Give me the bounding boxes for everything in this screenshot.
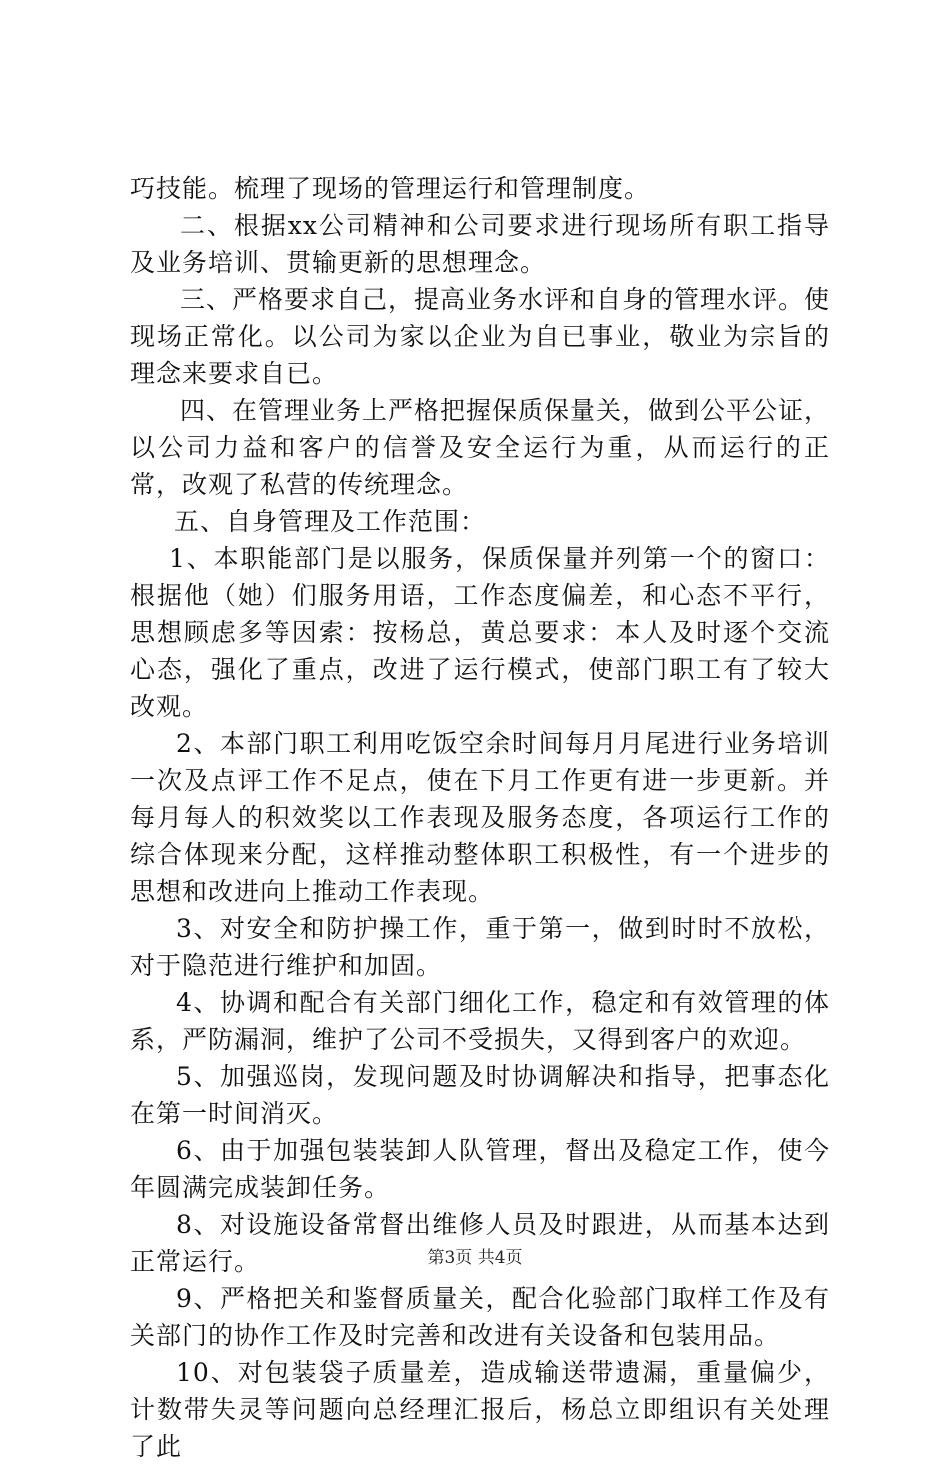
paragraph-sub-9: 9、严格把关和鉴督质量关，配合化验部门取样工作及有关部门的协作工作及时完善和改进有关设备和包装用品。 (130, 1284, 830, 1350)
document-body (130, 170, 830, 1465)
paragraph-item-4: 四、在管理业务上严格把握保质保量关，做到公平公证，以公司力益和客户的信誉及安全运行为重，从而运行的正常，改观了私营的传统理念。 (130, 396, 831, 499)
paragraph-sub-10: 10、对包装袋子质量差，造成输送带遗漏，重量偏少，计数带失灵等问题向总经理汇报后，杨总立即组识有关处理了此 (130, 1358, 830, 1461)
page-number-footer: 第3页 共4页 (427, 1248, 523, 1268)
paragraph-continuation: 巧技能。梳理了现场的管理运行和管理制度。 (130, 174, 651, 203)
paragraph-item-3: 三、严格要求自己，提高业务水评和自身的管理水评。使现场正常化。以公司为家以企业为自已事业，敬业为宗旨的理念来要求自已。 (130, 285, 831, 388)
paragraph-sub-5: 5、加强巡岗，发现问题及时协调解决和指导，把事态化在第一时间消灭。 (130, 1062, 830, 1128)
paragraph-sub-8: 8、对设施设备常督出维修人员及时跟进，从而基本达到正常运行。 (130, 1210, 830, 1276)
paragraph-sub-4: 4、协调和配合有关部门细化工作，稳定和有效管理的体系，严防漏洞，维护了公司不受损失，又得到客户的欢迎。 (130, 988, 830, 1054)
paragraph-sub-2: 2、本部门职工利用吃饭空余时间每月月尾进行业务培训一次及点评工作不足点，使在下月工作更有进一步更新。并每月每人的积效奖以工作表现及服务态度，各项运行工作的综合体现来分配，这样推动整体职工积极性，有一个进步的思想和改进向上推动工作表现。 (130, 729, 830, 906)
paragraph-sub-6: 6、由于加强包装装卸人队管理，督出及稳定工作，使今年圆满完成装卸任务。 (130, 1136, 830, 1202)
paragraph-sub-1: 1、本职能部门是以服务，保质保量并列第一个的窗口：根据他（她）们服务用语，工作态度偏差，和心态不平行，思想顾虑多等因索：按杨总，黄总要求：本人及时逐个交流心态，强化了重点，改进了运行模式，使部门职工有了较大改观。 (130, 544, 830, 721)
paragraph-item-5-heading: 五、自身管理及工作范围： (174, 507, 487, 536)
paragraph-sub-3: 3、对安全和防护操工作，重于第一，做到时时不放松，对于隐范进行维护和加固。 (130, 914, 830, 980)
paragraph-item-2: 二、根据xx公司精神和公司要求进行现场所有职工指导及业务培训、贯输更新的思想理念。 (130, 211, 830, 277)
